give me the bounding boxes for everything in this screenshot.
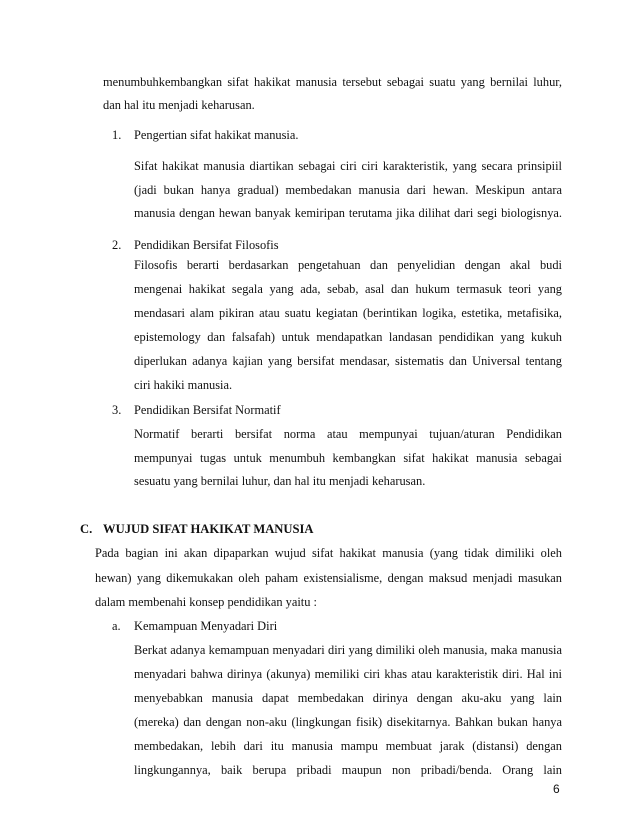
section-heading: WUJUD SIFAT HAKIKAT MANUSIA (103, 522, 314, 536)
body-line: (jadi bukan hanya gradual) membedakan manusia dari hewan. Meskipun antara (134, 183, 562, 197)
list-item-title: Pendidikan Bersifat Normatif (134, 403, 281, 417)
body-line: menyebabkan manusia dapat membedakan dirinya dengan aku-aku yang lain (134, 691, 562, 705)
body-line: membedakan, lebih dari itu manusia mampu membuat jarak (distansi) dengan (134, 739, 562, 753)
body-line: Sifat hakikat manusia diartikan sebagai ciri ciri karakteristik, yang secara prinsipiil (134, 159, 562, 173)
body-line: mengenai hakikat segala yang ada, sebab, asal dan hukum termasuk teori yang (134, 282, 562, 296)
body-line: epistemology dan falsafah) untuk mendapatkan landasan pendidikan yang kukuh (134, 330, 562, 344)
list-number: 1. (112, 128, 122, 142)
body-line: Berkat adanya kemampuan menyadari diri yang dimiliki oleh manusia, maka manusia (134, 643, 562, 657)
sub-item-letter: a. (112, 619, 121, 633)
body-line: mendasari alam pikiran atau suatu kegiatan (berintikan logika, estetika, metafisika, (134, 306, 562, 320)
list-item-title: Pengertian sifat hakikat manusia. (134, 128, 299, 142)
intro-line: dan hal itu menjadi keharusan. (103, 98, 255, 112)
body-line: ciri hakiki manusia. (134, 378, 233, 392)
page-number: 6 (553, 782, 560, 796)
section-intro-line: Pada bagian ini akan dipaparkan wujud sifat hakikat manusia (yang tidak dimiliki oleh (95, 546, 562, 560)
section-letter: C. (80, 522, 93, 536)
sub-item-title: Kemampuan Menyadari Diri (134, 619, 278, 633)
list-item-title: Pendidikan Bersifat Filosofis (134, 238, 279, 252)
body-line: Normatif berarti bersifat norma atau mempunyai tujuan/aturan Pendidikan (134, 427, 562, 441)
section-intro-line: hewan) yang dikemukakan oleh paham existensialisme, dengan maksud menjadi masukan (95, 571, 562, 585)
body-line: diperlukan adanya kajian yang bersifat mendasar, sistematis dan Universal tentang (134, 354, 562, 368)
body-line: menyadari bahwa dirinya (akunya) memiliki ciri khas atau karakteristik diri. Hal ini (134, 667, 562, 681)
body-line: Filosofis berarti berdasarkan pengetahuan dan penyelidian dengan akal budi (134, 258, 562, 272)
body-line: sesuatu yang bernilai luhur, dan hal itu menjadi keharusan. (134, 474, 426, 488)
list-number: 2. (112, 238, 122, 252)
body-line: manusia dengan hewan banyak kemiripan terutama jika dilihat dari segi biologisnya. (134, 206, 562, 220)
body-line: lingkungannya, baik berupa pribadi maupun non pribadi/benda. Orang lain (134, 763, 562, 777)
list-number: 3. (112, 403, 122, 417)
body-line: (mereka) dan dengan non-aku (lingkungan fisik) disekitarnya. Bahkan bukan hanya (134, 715, 562, 729)
section-intro-line: dalam membenahi konsep pendidikan yaitu : (95, 595, 317, 609)
body-line: mempunyai tugas untuk menumbuh kembangkan sifat hakikat manusia sebagai (134, 451, 562, 465)
intro-line: menumbuhkembangkan sifat hakikat manusia tersebut sebagai suatu yang bernilai luhur, (103, 75, 562, 89)
